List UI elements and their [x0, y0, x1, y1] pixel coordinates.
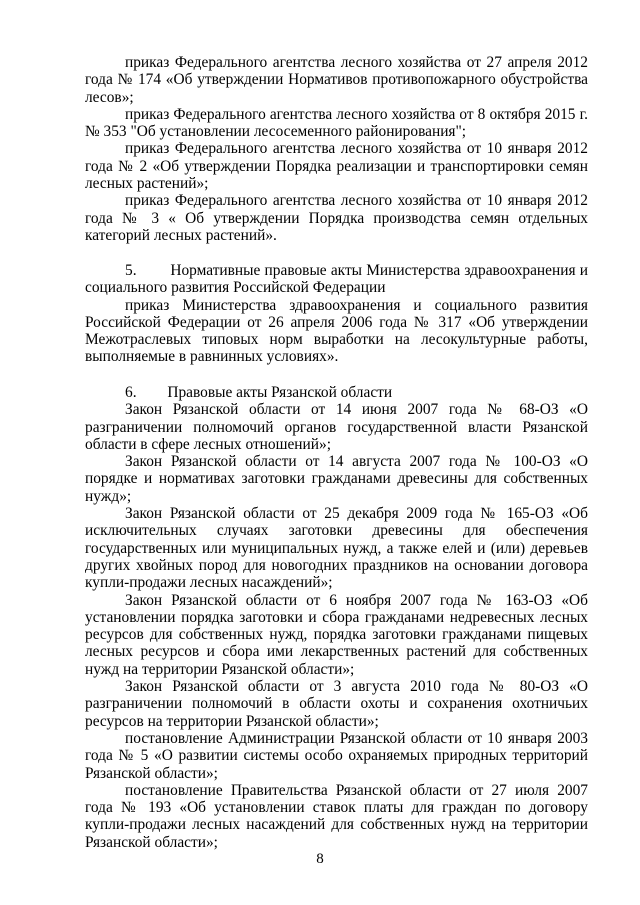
- list-item: приказ Федерального агентства лесного хозяйства от 10 января 2012 года № 2 «Об утверждении Порядка реализации и транспортировки семян лесных растений»;: [85, 140, 588, 193]
- list-item: приказ Федерального агентства лесного хозяйства от 10 января 2012 года № 3 « Об утверждении Порядка производства семян отдельных категорий лесных растений».: [85, 192, 588, 244]
- list-item: приказ Федерального агентства лесного хозяйства от 27 апреля 2012 года № 174 «Об утверждении Нормативов противопожарного обустройства лесов»;: [85, 54, 588, 106]
- list-item: Закон Рязанской области от 6 ноября 2007 года № 163-ОЗ «Об установлении порядка заготовки и сбора гражданами недревесных лесных ресурсов для собственных нужд, порядка заготовки гражданами пищевых лесных ресурсов и сбора ими лекарственных растений для собственных нужд на территории Рязанской области»;: [85, 591, 588, 678]
- section-number: 6.: [125, 384, 137, 401]
- list-item: Закон Рязанской области от 14 июня 2007 года № 68-ОЗ «О разграничении полномочий органов государственной власти Рязанской области в сфере лесных отношений»;: [85, 401, 588, 453]
- section-heading: [85, 384, 588, 401]
- list-item: Закон Рязанской области от 14 августа 2007 года № 100-ОЗ «О порядке и нормативах заготовки гражданами древесины для собственных нужд»;: [85, 453, 588, 505]
- list-item: постановление Администрации Рязанской области от 10 января 2003 года № 5 «О развитии системы особо охраняемых природных территорий Рязанской области»;: [85, 729, 588, 782]
- list-item: постановление Правительства Рязанской области от 27 июля 2007 года № 193 «Об установлении ставок платы для граждан по договору купли-продажи лесных насаждений для собственных нужд на территории Рязанской области»;: [85, 781, 588, 851]
- list-item: приказ Федерального агентства лесного хозяйства от 8 октября 2015 г. № 353 "Об установлении лесосеменного районирования";: [85, 105, 588, 141]
- section-title: Правовые акты Рязанской области: [167, 384, 393, 401]
- section-health: [85, 262, 588, 366]
- section-ryazan: [85, 384, 588, 851]
- list-item: Закон Рязанской области от 25 декабря 2009 года № 165-ОЗ «Об исключительных случаях заготовки древесины для обеспечения государственных или муниципальных нужд, а также елей и (или) деревьев других хвойных пород для новогодних праздников на основании договора купли-продажи лесных насаждений»;: [85, 505, 588, 592]
- section-heading: [85, 262, 588, 297]
- forestry-orders-list: [85, 54, 588, 244]
- page-number: 8: [316, 851, 324, 867]
- section-title: Нормативные правовые акты Министерства здравоохранения и социального развития Российской Федерации: [85, 262, 589, 297]
- list-item: приказ Министерства здравоохранения и социального развития Российской Федерации от 26 апреля 2006 года № 317 «Об утверждении Межотраслевых типовых норм выработки на лесокультурные работы, выполняемые в равнинных условиях».: [85, 296, 588, 366]
- list-item: Закон Рязанской области от 3 августа 2010 года № 80-ОЗ «О разграничении полномочий в области охоты и сохранения охотничьих ресурсов на территории Рязанской области»;: [85, 678, 588, 730]
- section-number: 5.: [125, 262, 137, 279]
